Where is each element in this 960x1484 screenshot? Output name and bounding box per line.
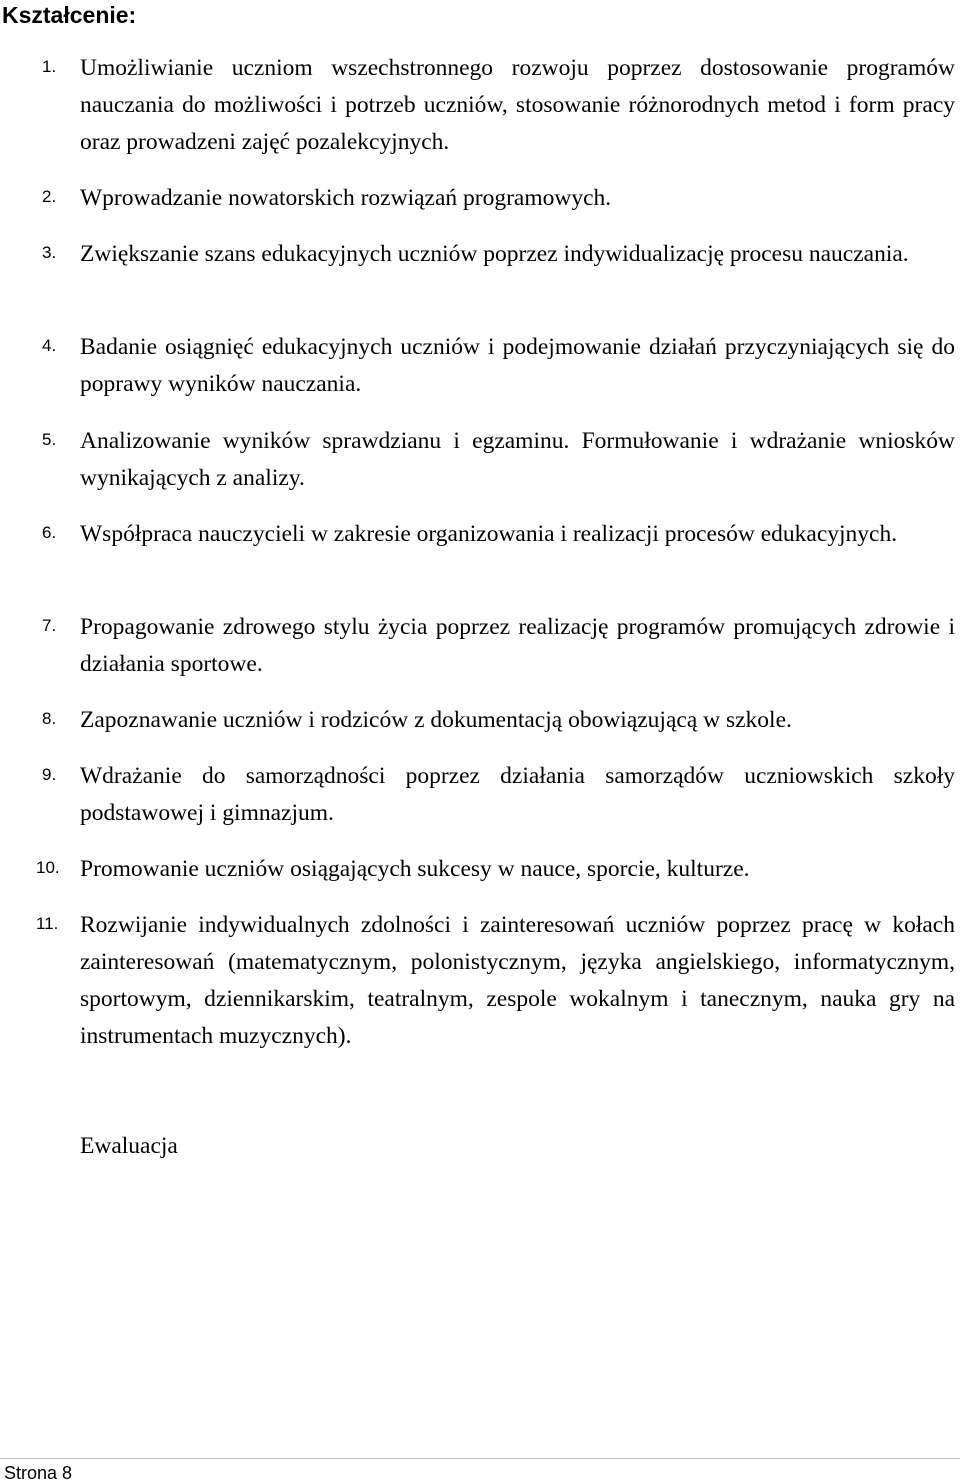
- page-number: Strona 8: [4, 1463, 73, 1483]
- item-text: Wdrażanie do samorządności poprzez działania samorządów uczniowskich szkoły podstawowej i gimnazjum.: [80, 763, 955, 826]
- item-text: Analizowanie wyników sprawdzianu i egzaminu. Formułowanie i wdrażanie wniosków wynikających z analizy.: [80, 428, 955, 491]
- item-number: 4.: [42, 336, 57, 355]
- item-text: Zwiększanie szans edukacyjnych uczniów poprzez indywidualizację procesu nauczania.: [80, 241, 909, 267]
- item-number: 3.: [42, 243, 57, 262]
- evaluation-heading: Ewaluacja: [80, 1133, 178, 1159]
- footer-divider: [0, 1458, 960, 1459]
- item-text: Promowanie uczniów osiągających sukcesy w nauce, sporcie, kulturze.: [80, 856, 750, 882]
- item-number: 1.: [42, 57, 57, 76]
- item-number: 11.: [36, 914, 59, 933]
- item-text: Badanie osiągnięć edukacyjnych uczniów i podejmowanie działań przyczyniających się do poprawy wyników nauczania.: [80, 334, 955, 397]
- item-number: 5.: [42, 430, 57, 449]
- item-number: 9.: [42, 765, 57, 784]
- item-number: 8.: [42, 709, 57, 728]
- item-text: Wprowadzanie nowatorskich rozwiązań programowych.: [80, 185, 612, 211]
- item-number: 6.: [42, 523, 57, 542]
- item-text: Współpraca nauczycieli w zakresie organizowania i realizacji procesów edukacyjnych.: [80, 521, 898, 547]
- item-number: 7.: [42, 616, 57, 635]
- item-text: Rozwijanie indywidualnych zdolności i zainteresowań uczniów poprzez pracę w kołach zainteresowań (matematycznym, polonistycznym, języka angielskiego, informatycznym, sportowym, dziennikarskim, teatralnym, zespole wokalnym i tanecznym, nauka gry na instrumentach muzycznych).: [80, 912, 955, 1049]
- item-text: Zapoznawanie uczniów i rodziców z dokumentacją obowiązującą w szkole.: [80, 707, 792, 733]
- item-text: Propagowanie zdrowego stylu życia poprzez realizację programów promujących zdrowie i działania sportowe.: [80, 614, 955, 677]
- item-number: 10.: [36, 858, 60, 877]
- item-number: 2.: [42, 187, 57, 206]
- section-heading: Kształcenie:: [2, 2, 137, 28]
- item-text: Umożliwianie uczniom wszechstronnego rozwoju poprzez dostosowanie programów nauczania do możliwości i potrzeb uczniów, stosowanie różnorodnych metod i form pracy oraz prowadzeni zajęć pozalekcyjnych.: [80, 55, 955, 155]
